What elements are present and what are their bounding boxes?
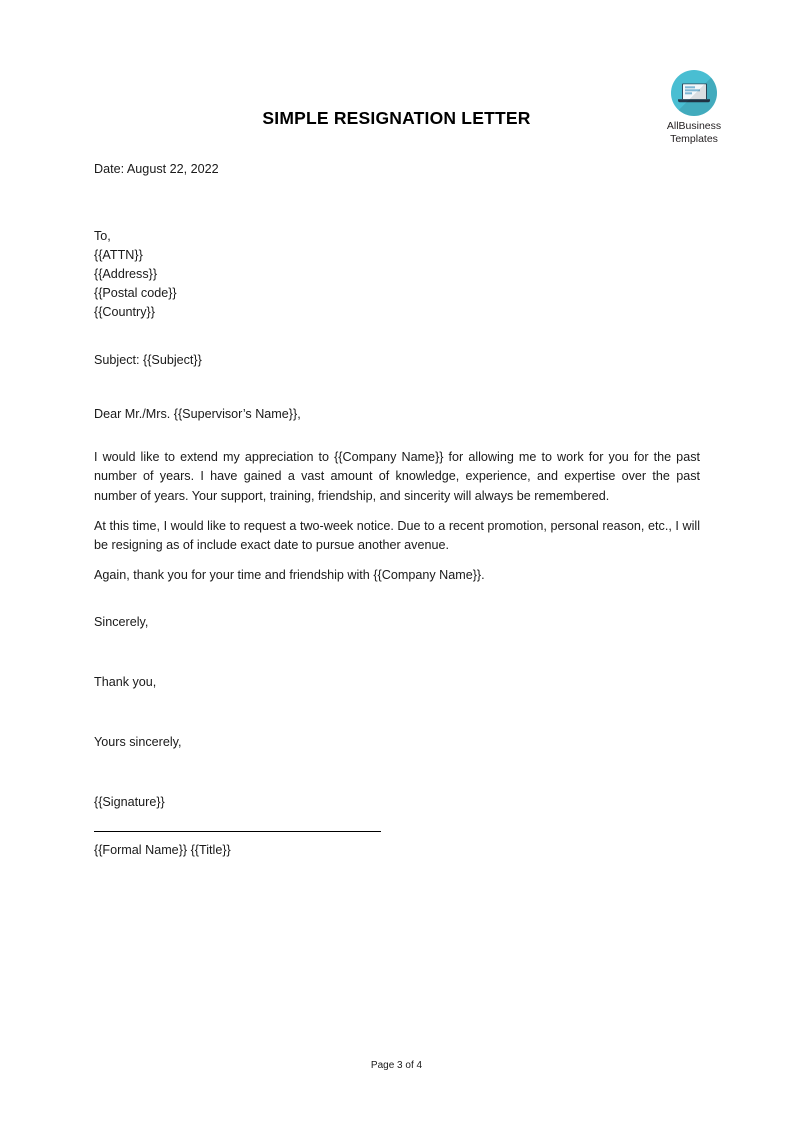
closing-line: Sincerely, xyxy=(94,615,149,629)
logo-shadow xyxy=(671,70,717,116)
brand-name-line-2: Templates xyxy=(670,132,718,145)
salutation-line: Dear Mr./Mrs. {{Supervisor’s Name}}, xyxy=(94,407,301,421)
address-postal-code: {{Postal code}} xyxy=(94,286,177,300)
closing-line: Thank you, xyxy=(94,675,157,689)
signature-placeholder: {{Signature}} xyxy=(94,795,165,809)
address-attn: {{ATTN}} xyxy=(94,248,143,262)
page-footer: Page 3 of 4 xyxy=(370,1060,423,1071)
page-title: SIMPLE RESIGNATION LETTER xyxy=(262,107,531,128)
body-paragraph: At this time, I would like to request a two-week notice. Due to a recent promotion, personal reason, etc., I will be resigning as of include exact date to pursue another avenue. xyxy=(94,518,700,553)
signature-name-title: {{Formal Name}} {{Title}} xyxy=(94,843,231,857)
body-paragraph: I would like to extend my appreciation to {{Company Name}} for allowing me to work for you for the past number of years. I have gained a vast amount of knowledge, experience, and expertise over the past number of years. Your support, training, friendship, and sincerity will always be remembered. xyxy=(94,449,700,503)
body-paragraph: Again, thank you for your time and friendship with {{Company Name}}. xyxy=(94,567,485,582)
brand-name-line-1: AllBusiness xyxy=(666,120,722,132)
signature-rule xyxy=(94,831,381,832)
address-country: {{Country}} xyxy=(94,305,155,319)
recipient-address-block xyxy=(94,227,177,322)
subject-line: Subject: {{Subject}} xyxy=(94,353,202,367)
address-street: {{Address}} xyxy=(94,267,158,281)
address-to-label: To, xyxy=(94,229,111,243)
brand-name xyxy=(653,120,735,145)
brand-logo xyxy=(653,70,735,145)
laptop-icon xyxy=(671,70,717,116)
date-line: Date: August 22, 2022 xyxy=(94,162,219,176)
closing-line: Yours sincerely, xyxy=(94,735,182,749)
